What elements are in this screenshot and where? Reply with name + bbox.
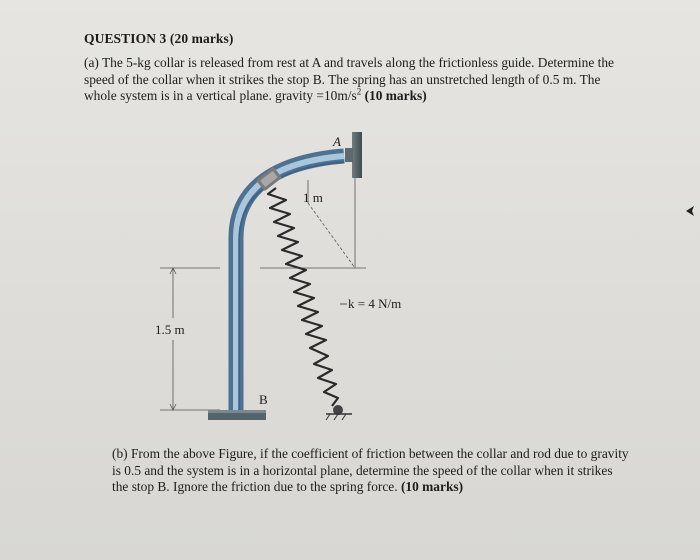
part-b-marks: (10 marks)	[400, 479, 464, 494]
spring-anchor	[326, 405, 352, 420]
wall-support-a	[345, 132, 362, 178]
label-b: B	[259, 392, 268, 407]
base-stop-b	[208, 410, 266, 420]
spring	[268, 188, 338, 406]
label-height: 1.5 m	[155, 322, 185, 337]
collar-spring-figure	[140, 118, 460, 428]
part-a-text	[84, 55, 620, 105]
label-a: A	[333, 134, 341, 149]
height-dimension	[160, 268, 220, 410]
width-dimension	[260, 170, 366, 268]
label-spring-constant: k = 4 N/m	[348, 296, 402, 311]
cursor-arrow-icon	[684, 204, 698, 218]
question-heading: QUESTION 3 (20 marks)	[84, 31, 234, 46]
part-a-superscript: 2	[356, 86, 362, 97]
label-width: 1 m	[303, 190, 323, 205]
figure-svg	[140, 118, 460, 428]
part-a-body: (a) The 5-kg collar is released from rest at A and travels along the frictionless guide. Determine the speed of the collar when it strikes the stop B. The spring has an unstretched length of 0.5 m. The whole system is in a vertical plane. gravity =10m/s	[84, 55, 614, 103]
part-b-body: (b) From the above Figure, if the coefficient of friction between the collar and rod due to gravity is 0.5 and the system is in a horizontal plane, determine the speed of the collar when it strikes the stop B. Ignore the friction due to the spring force.	[112, 446, 629, 494]
part-b-text	[112, 446, 632, 496]
part-a-marks: (10 marks)	[364, 88, 427, 103]
